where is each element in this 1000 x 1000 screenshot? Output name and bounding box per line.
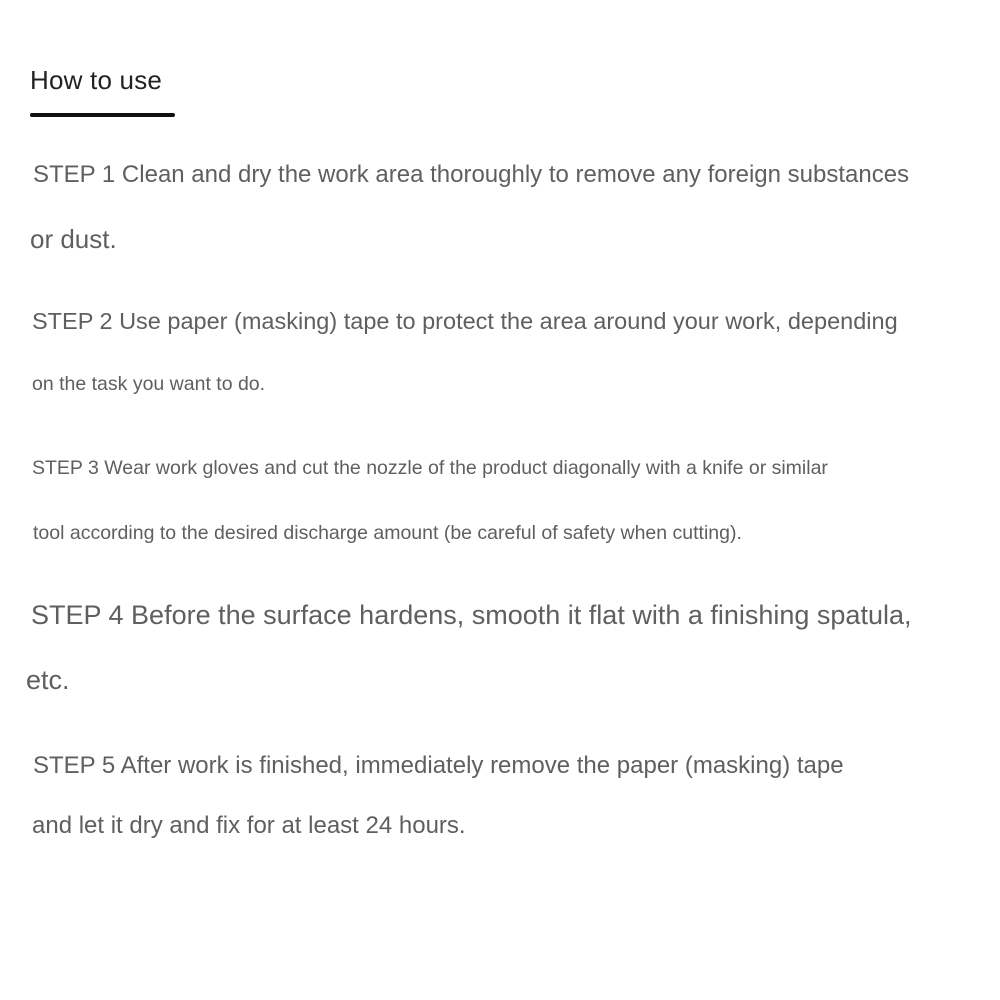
step-2-text-line-1: STEP 2 Use paper (masking) tape to protect the area around your work, depending xyxy=(32,308,898,334)
tab-how-to-use[interactable]: How to use xyxy=(30,65,163,95)
step-1-text-line-2: or dust. xyxy=(30,224,117,254)
step-4-text-line-1: STEP 4 Before the surface hardens, smooth it flat with a finishing spatula, xyxy=(31,600,912,630)
active-tab-indicator xyxy=(30,113,175,117)
step-3-text-line-1: STEP 3 Wear work gloves and cut the nozzle of the product diagonally with a knife or similar xyxy=(32,457,828,479)
step-3-text-line-2: tool according to the desired discharge amount (be careful of safety when cutting). xyxy=(33,522,742,544)
step-4-text-line-2: etc. xyxy=(26,665,70,695)
step-1-text-line-1: STEP 1 Clean and dry the work area thoroughly to remove any foreign substances xyxy=(33,161,910,188)
step-5-text-line-1: STEP 5 After work is finished, immediately remove the paper (masking) tape xyxy=(33,752,844,779)
step-2-text-line-2: on the task you want to do. xyxy=(32,373,266,395)
step-5-text-line-2: and let it dry and fix for at least 24 hours. xyxy=(32,812,466,839)
